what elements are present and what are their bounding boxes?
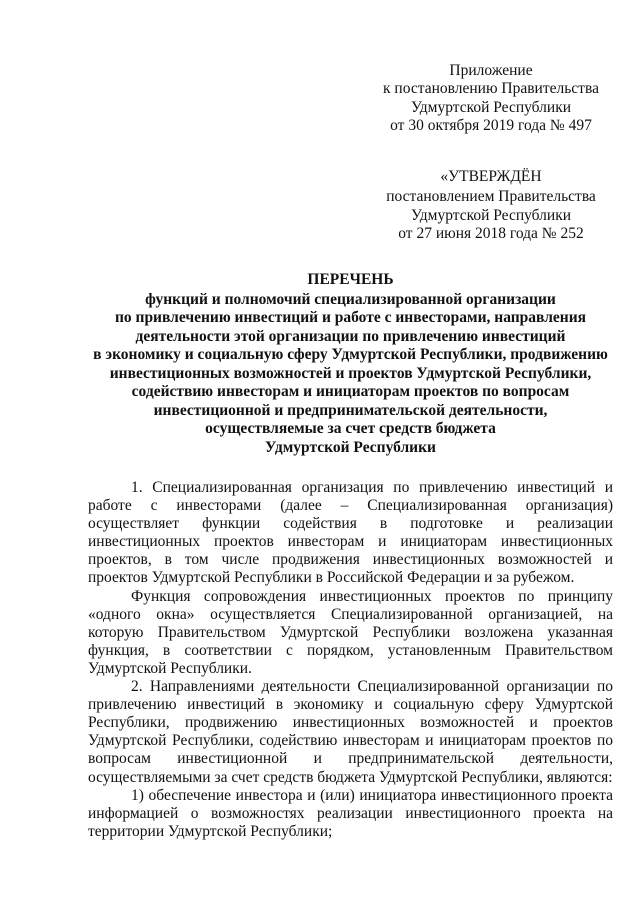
approval-line: Удмуртской Республики — [410, 206, 572, 224]
approval-line: от 27 июня 2018 года № 252 — [398, 225, 584, 243]
annex-line: Удмуртской Республики — [410, 98, 572, 116]
title-line: осуществляемые за счет средств бюджета — [205, 420, 496, 437]
title-line: деятельности этой организации по привлечению инвестиций — [135, 327, 566, 345]
document-title — [88, 271, 613, 457]
approval-line: постановлением Правительства — [386, 188, 596, 206]
body-paragraph: 2. Направлениями деятельности Специализированной организации по привлечению инвестиций в экономику и социальную сферу Удмуртской Республики, продвижению инвестиционных возможностей и проектов Удмуртской Республики, содействию инвесторам и инициаторам проектов по вопросам инвестиционной и предпринимательской деятельности, осуществляемыми за счет средств бюджета Удмуртской Республики, являются: — [88, 678, 613, 786]
title-line: Удмуртской Республики — [265, 438, 436, 456]
annex-line: от 30 октября 2019 года № 497 — [390, 117, 592, 135]
title-line: инвестиционных возможностей и проектов Удмуртской Республики, — [109, 364, 592, 382]
approval-stamp-block — [360, 168, 622, 244]
annex-block — [360, 62, 622, 136]
title-line: по привлечению инвестиций и работе с инвесторами, направления — [114, 309, 587, 326]
annex-line: Приложение — [449, 62, 533, 79]
body-paragraph: Функция сопровождения инвестиционных проектов по принципу «одного окна» осуществляется Специализированной организацией, на которую Правительством Удмуртской Республики возложена указанная функция, в соответствии с порядком, установленным Правительством Удмуртской Республики. — [88, 587, 613, 677]
approval-header: «УТВЕРЖДЁН — [440, 168, 542, 185]
title-line: инвестиционной и предпринимательской деятельности, — [153, 401, 548, 419]
annex-line: к постановлению Правительства — [383, 80, 599, 98]
title-line: в экономику и социальную сферу Удмуртской Республики, продвижению — [93, 346, 608, 363]
body-paragraph: 1. Специализированная организация по привлечению инвестиций и работе с инвесторами (далее – Специализированная организация) осуществляет функции содействия в подготовке и реализации инвестиционных проектов инвесторам и инициаторам инвестиционных проектов, в том числе продвижения инвестиционных возможностей и проектов Удмуртской Республики в Российской Федерации и за рубежом. — [88, 479, 613, 587]
title-heading: ПЕРЕЧЕНЬ — [307, 271, 394, 288]
document-body — [88, 479, 613, 841]
title-line: содействию инвесторам и инициаторам проектов по вопросам — [131, 383, 570, 400]
body-paragraph: 1) обеспечение инвестора и (или) инициатора инвестиционного проекта информацией о возможностях реализации инвестиционного проекта на территории Удмуртской Республики; — [88, 786, 613, 840]
title-line: функций и полномочий специализированной организации — [145, 290, 556, 308]
